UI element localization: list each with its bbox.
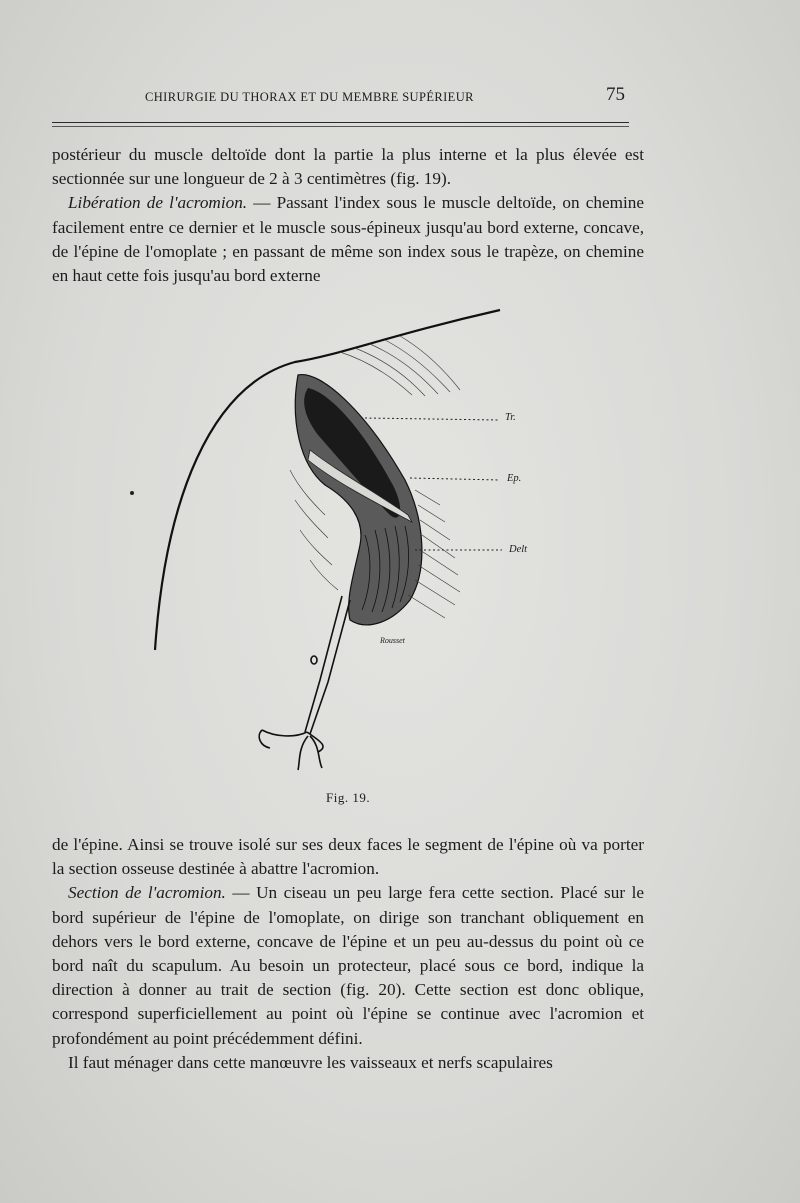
artist-signature: Rousset bbox=[380, 636, 405, 645]
figure-caption: Fig. 19. bbox=[326, 790, 371, 805]
label-deltoide: Delt bbox=[509, 544, 528, 555]
label-epine: Ep. bbox=[507, 473, 522, 484]
section-heading-liberation: Libération de l'acromion. bbox=[68, 193, 248, 213]
paragraph-isolation: de l'épine. Ainsi se trouve isolé sur ses deux faces le segment de l'épine où va porter la section osseuse destinée à abattre l'acromion. bbox=[52, 835, 644, 879]
ink-dot bbox=[130, 491, 134, 495]
label-trapeze: Tr. bbox=[505, 412, 516, 423]
page-number: 75 bbox=[606, 84, 625, 105]
paragraph-continuation: postérieur du muscle deltoïde dont la partie la plus interne et la plus élevée est sectionnée sur une longueur de 2 à 3 centimètres (fig. 19). bbox=[52, 145, 644, 189]
header-rule-thin bbox=[52, 126, 629, 127]
section-heading-section: Section de l'acromion. bbox=[68, 883, 226, 903]
header-rule bbox=[52, 122, 629, 123]
text-block-bottom bbox=[52, 833, 644, 1075]
text-block-top bbox=[52, 143, 644, 288]
paragraph-liberation-body: — Passant l'index sous le muscle deltoïde, on chemine facilement entre ce dernier et le muscle sous-épineux jusqu'au bord externe, concave, de l'épine de l'omoplate ; en passant de même son index sous le trapèze, on chemine en haut cette fois jusqu'au bord externe bbox=[52, 193, 644, 286]
surgical-illustration bbox=[150, 300, 550, 780]
running-title: CHIRURGIE DU THORAX ET DU MEMBRE SUPÉRIEUR bbox=[145, 90, 474, 104]
paragraph-liberation bbox=[52, 191, 644, 288]
paragraph-vaisseaux: Il faut ménager dans cette manœuvre les vaisseaux et nerfs scapulaires bbox=[68, 1052, 553, 1072]
paragraph-section bbox=[52, 881, 644, 1050]
paragraph-section-body: — Un ciseau un peu large fera cette section. Placé sur le bord supérieur de l'épine de l'omoplate, on dirige son tranchant obliquement en dehors vers le bord externe, concave de l'épine et un peu au-dessus du point où ce bord naît du scapulum. Au besoin un protecteur, placé sous ce bord, indique la direction à donner au trait de section (fig. 20). Cette section est donc oblique, correspond superficiellement au point où l'épine se continue avec l'acromion et profondément au point précédemment défini. bbox=[52, 883, 644, 1048]
